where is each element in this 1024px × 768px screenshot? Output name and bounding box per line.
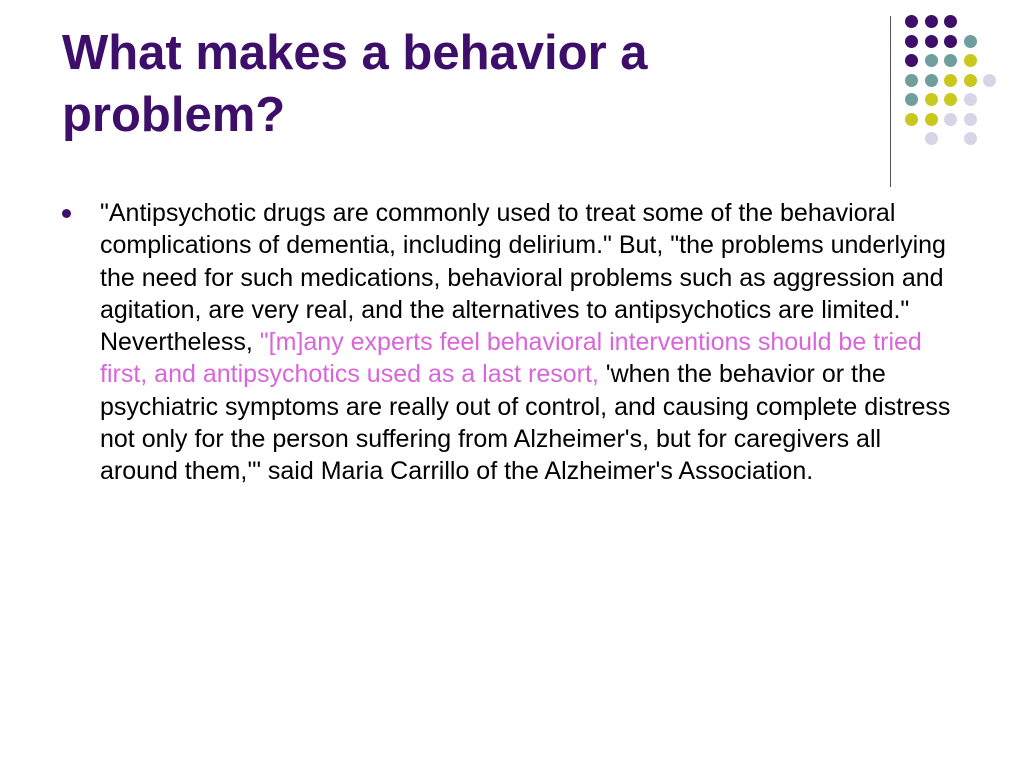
highlighted-quote: "[m]any experts feel behavioral interventions should be tried first, and antipsychotics used as a last resort, <box>100 328 922 389</box>
list-item <box>62 197 952 488</box>
slide-title: What makes a behavior a problem? <box>62 26 648 142</box>
dot-lavender <box>925 132 938 145</box>
dot-yellow <box>964 54 977 67</box>
dot-purple <box>905 15 918 28</box>
bullet-list <box>62 197 952 488</box>
dot-teal <box>905 74 918 87</box>
dot-yellow <box>905 113 918 126</box>
dot-teal <box>925 74 938 87</box>
dot-yellow <box>964 74 977 87</box>
dot-teal <box>925 54 938 67</box>
dot-lavender <box>944 113 957 126</box>
dot-lavender <box>964 93 977 106</box>
dot-purple <box>925 15 938 28</box>
dot-purple <box>944 35 957 48</box>
dot-teal <box>944 54 957 67</box>
dot-purple <box>905 35 918 48</box>
divider-line <box>890 16 891 187</box>
bullet-dot-icon <box>62 209 71 218</box>
dot-yellow <box>925 113 938 126</box>
body-text-part1: "Antipsychotic drugs are commonly used to treat some of the behavioral complications of dementia, including delirium." But, "the problems underlying the need for such medications, behavioral problems such as aggression and agitation, are very real, and the alternatives to antipsychotics are limited." Nevertheless, <box>100 199 946 357</box>
body-text-part2: 'when the behavior or the psychiatric symptoms are really out of control, and causing complete distress not only for the person suffering from Alzheimer's, but for caregivers all around them,'" said Maria Carrillo of the Alzheimer's Association. <box>100 360 951 486</box>
dot-lavender <box>983 74 996 87</box>
dot-lavender <box>964 132 977 145</box>
dot-purple <box>925 35 938 48</box>
dot-yellow <box>944 93 957 106</box>
dot-purple <box>905 54 918 67</box>
dot-lavender <box>964 113 977 126</box>
dot-grid-decoration <box>904 14 1004 164</box>
dot-teal <box>964 35 977 48</box>
dot-yellow <box>925 93 938 106</box>
dot-yellow <box>944 74 957 87</box>
dot-teal <box>905 93 918 106</box>
dot-purple <box>944 15 957 28</box>
